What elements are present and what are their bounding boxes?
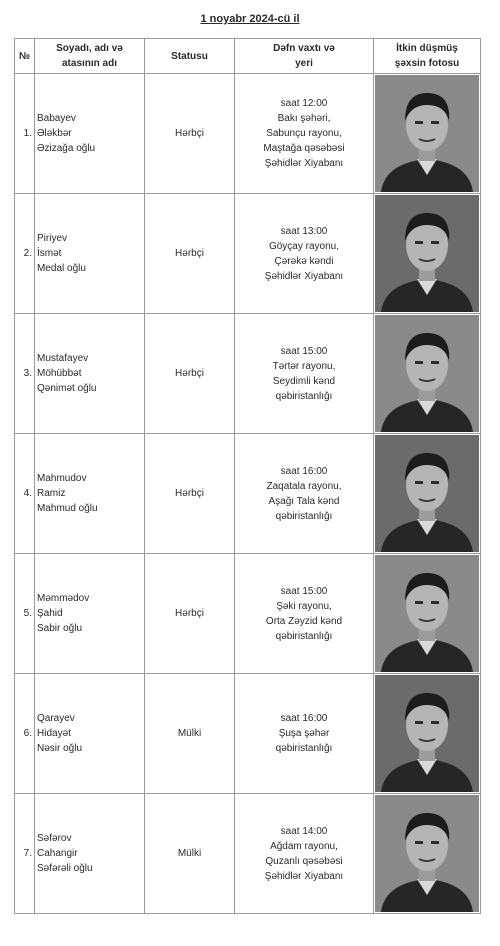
- first-name: İsmət: [37, 248, 62, 259]
- person-photo: [375, 795, 479, 912]
- burial-line: saat 15:00: [280, 585, 328, 597]
- row-number: 7.: [15, 794, 35, 914]
- burial-line: Şəhidlər Xiyabanı: [264, 870, 344, 882]
- row-number: 6.: [15, 674, 35, 794]
- row-number: 1.: [15, 74, 35, 194]
- burial-cell: [235, 194, 374, 314]
- burial-line: Bakı şəhəri,: [277, 113, 331, 124]
- person-photo: [375, 315, 479, 432]
- burial-line: Ağdam rayonu,: [270, 840, 338, 852]
- header-number: №: [15, 39, 35, 74]
- table-row: [15, 74, 481, 194]
- person-name: [35, 74, 145, 194]
- burial-line: qəbiristanlığı: [275, 390, 333, 402]
- person-photo: [375, 675, 479, 792]
- table-row: [15, 674, 481, 794]
- burial-line: qəbiristanlığı: [275, 510, 333, 522]
- patronymic: Səfərəli oğlu: [37, 863, 93, 874]
- status-cell: Mülki: [145, 794, 235, 914]
- surname: Babayev: [37, 113, 76, 124]
- surname: Səfərov: [37, 833, 72, 844]
- row-number: 4.: [15, 434, 35, 554]
- row-number: 5.: [15, 554, 35, 674]
- header-name: Soyadı, adı və atasının adı: [35, 39, 145, 74]
- row-number: 2.: [15, 194, 35, 314]
- header-burial: Dəfn vaxtı və yeri: [235, 39, 374, 74]
- burial-line: saat 14:00: [280, 825, 328, 837]
- table-row: [15, 194, 481, 314]
- table-row: [15, 794, 481, 914]
- patronymic: Nəsir oğlu: [37, 743, 83, 754]
- first-name: Möhübbət: [37, 368, 82, 379]
- person-photo: [375, 555, 479, 672]
- person-name: [35, 434, 145, 554]
- table-row: [15, 554, 481, 674]
- burial-line: saat 15:00: [280, 345, 328, 357]
- patronymic: Medal oğlu: [37, 263, 86, 274]
- photo-cell: [374, 74, 481, 194]
- surname: Piriyev: [37, 233, 68, 244]
- first-name: Cahangir: [37, 848, 78, 859]
- burial-cell: [235, 794, 374, 914]
- surname: Qarayev: [37, 713, 75, 724]
- surname: Mustafayev: [37, 353, 89, 364]
- status-cell: Hərbçi: [145, 314, 235, 434]
- table-row: [15, 434, 481, 554]
- header-status: Statusu: [145, 39, 235, 74]
- burial-line: Şəhidlər Xiyabanı: [264, 158, 344, 169]
- surname: Mahmudov: [37, 473, 87, 484]
- header-photo: İtkin düşmüş şəxsin fotosu: [374, 39, 481, 74]
- burial-line: saat 13:00: [280, 225, 328, 237]
- burial-line: Quzanlı qəsəbəsi: [265, 855, 343, 867]
- person-name: [35, 194, 145, 314]
- photo-cell: [374, 194, 481, 314]
- person-name: [35, 314, 145, 434]
- table-header-row: [15, 39, 481, 74]
- burial-line: Şuşa şəhər: [278, 728, 330, 739]
- burial-line: Şəhidlər Xiyabanı: [264, 270, 344, 282]
- person-name: [35, 554, 145, 674]
- burial-line: saat 16:00: [280, 465, 328, 477]
- row-number: 3.: [15, 314, 35, 434]
- status-cell: Hərbçi: [145, 554, 235, 674]
- burial-line: Göyçay rayonu,: [268, 240, 340, 252]
- burial-cell: [235, 434, 374, 554]
- burial-line: Çərəkə kəndi: [274, 255, 334, 267]
- status-cell: Hərbçi: [145, 194, 235, 314]
- burial-cell: [235, 674, 374, 794]
- status-cell: Mülki: [145, 674, 235, 794]
- burial-line: qəbiristanlığı: [275, 630, 333, 642]
- person-photo: [375, 75, 479, 192]
- first-name: Hidayət: [37, 728, 71, 739]
- document-date-title: 1 noyabr 2024-cü il: [200, 13, 300, 25]
- photo-cell: [374, 794, 481, 914]
- first-name: Ramiz: [37, 488, 66, 499]
- burial-line: Maştağa qəsəbəsi: [263, 143, 345, 154]
- first-name: Ələkbər: [37, 128, 72, 139]
- burial-line: saat 16:00: [280, 713, 328, 724]
- table-row: [15, 314, 481, 434]
- photo-cell: [374, 314, 481, 434]
- burial-cell: [235, 314, 374, 434]
- missing-persons-table: [14, 38, 481, 914]
- burial-line: Sabunçu rayonu,: [266, 128, 342, 139]
- patronymic: Əzizağa oğlu: [37, 143, 96, 154]
- burial-line: saat 12:00: [280, 98, 328, 109]
- status-cell: Hərbçi: [145, 434, 235, 554]
- person-photo: [375, 195, 479, 312]
- person-name: [35, 794, 145, 914]
- burial-line: Orta Zəyzid kənd: [265, 615, 343, 627]
- status-cell: Hərbçi: [145, 74, 235, 194]
- burial-cell: [235, 554, 374, 674]
- burial-line: qəbiristanlığı: [275, 743, 333, 754]
- first-name: Şahid: [37, 608, 63, 619]
- burial-line: Seydimli kənd: [272, 375, 336, 387]
- burial-cell: [235, 74, 374, 194]
- photo-cell: [374, 434, 481, 554]
- person-name: [35, 674, 145, 794]
- burial-line: Tərtər rayonu,: [272, 360, 336, 372]
- burial-line: Zaqatala rayonu,: [266, 480, 342, 492]
- burial-line: Şəki rayonu,: [276, 600, 332, 612]
- person-photo: [375, 435, 479, 552]
- surname: Məmmədov: [37, 593, 90, 604]
- burial-line: Aşağı Tala kənd: [268, 495, 340, 507]
- patronymic: Qənimət oğlu: [37, 383, 97, 394]
- patronymic: Mahmud oğlu: [37, 503, 98, 514]
- patronymic: Sabir oğlu: [37, 623, 83, 634]
- photo-cell: [374, 674, 481, 794]
- photo-cell: [374, 554, 481, 674]
